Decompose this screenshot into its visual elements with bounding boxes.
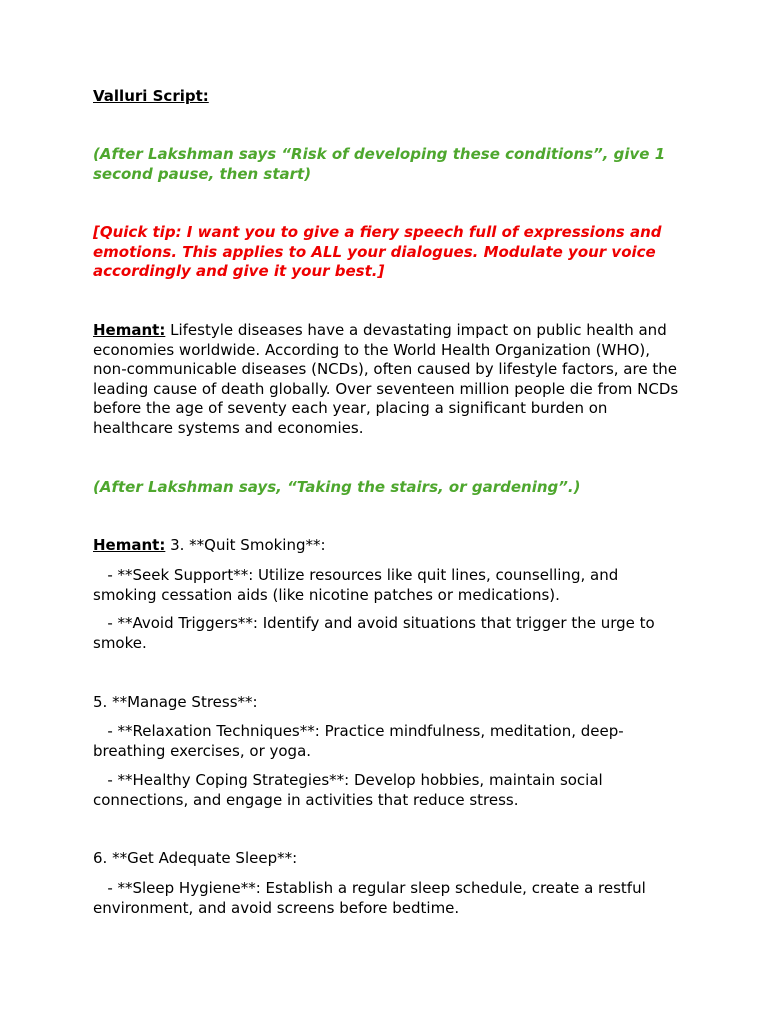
stage-cue-1: (After Lakshman says “Risk of developing these conditions”, give 1 second pause, then start) xyxy=(93,145,666,183)
list-item-seek-support: - **Seek Support**: Utilize resources like quit lines, counselling, and smoking cessation aids (like nicotine patches or medications). xyxy=(93,566,624,604)
stage-cue-2: (After Lakshman says, “Taking the stairs, or gardening”.) xyxy=(93,478,581,496)
list-item-relaxation: - **Relaxation Techniques**: Practice mindfulness, meditation, deep-breathing exercises, or yoga. xyxy=(93,722,624,760)
speech-text: Lifestyle diseases have a devastating impact on public health and economies worldwide. According to the World Health Organization (WHO), non-communicable diseases (NCDs), often caused by lifestyle factors, are the leading cause of death globally. Over seventeen million people die from NCDs before the age of seventy each year, placing a significant burden on healthcare systems and economies. xyxy=(93,321,679,437)
list-heading: 3. **Quit Smoking**: xyxy=(165,536,326,554)
speaker-label: Hemant: xyxy=(93,536,166,554)
list-heading-sleep: 6. **Get Adequate Sleep**: xyxy=(93,849,298,867)
speech-hemant-1 xyxy=(93,321,683,439)
document-title: Valluri Script: xyxy=(93,87,209,105)
list-item-coping: - **Healthy Coping Strategies**: Develop hobbies, maintain social connections, and engage in activities that reduce stress. xyxy=(93,771,608,809)
speaker-label: Hemant: xyxy=(93,321,166,339)
list-item-sleep-hygiene: - **Sleep Hygiene**: Establish a regular sleep schedule, create a restful environment, and avoid screens before bedtime. xyxy=(93,879,651,917)
speech-hemant-2 xyxy=(93,536,683,556)
quick-tip: [Quick tip: I want you to give a fiery speech full of expressions and emotions. This applies to ALL your dialogues. Modulate your voice accordingly and give it your best.] xyxy=(93,223,662,281)
list-heading-manage-stress: 5. **Manage Stress**: xyxy=(93,693,258,711)
list-item-avoid-triggers: - **Avoid Triggers**: Identify and avoid situations that trigger the urge to smoke. xyxy=(93,614,660,652)
